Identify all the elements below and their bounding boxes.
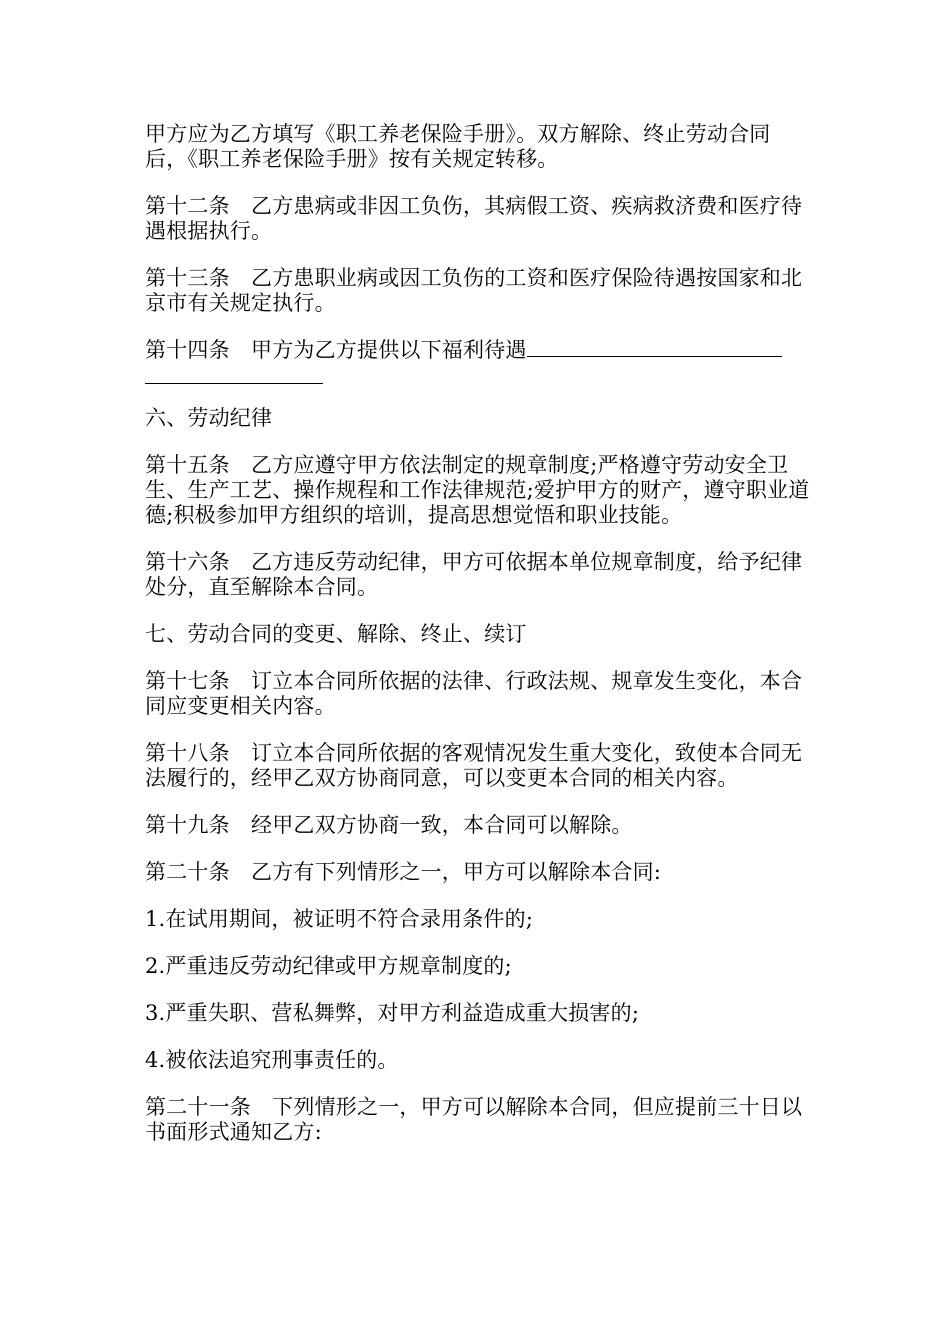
article-14-text: 第十四条 甲方为乙方提供以下福利待遇 bbox=[145, 338, 527, 362]
article-14 bbox=[145, 338, 810, 384]
document-body bbox=[145, 122, 810, 1167]
list-item-1: 1.在试用期间，被证明不符合录用条件的; bbox=[145, 907, 534, 931]
list-item-4: 4.被依法追究刑事责任的。 bbox=[145, 1048, 399, 1072]
article-16: 第十六条 乙方违反劳动纪律，甲方可依据本单位规章制度，给予纪律处分，直至解除本合同。 bbox=[145, 550, 803, 599]
article-13: 第十三条 乙方患职业病或因工负伤的工资和医疗保险待遇按国家和北京市有关规定执行。 bbox=[145, 266, 803, 315]
article-15: 第十五条 乙方应遵守甲方依法制定的规章制度;严格遵守劳动安全卫生、生产工艺、操作规程和工作法律规范;爱护甲方的财产，遵守职业道德;积极参加甲方组织的培训，提高思想觉悟和职业技能。 bbox=[145, 453, 810, 527]
paragraph-pension-handbook: 甲方应为乙方填写《职工养老保险手册》。双方解除、终止劳动合同后，《职工养老保险手册》按有关规定转移。 bbox=[145, 122, 771, 171]
list-item-2: 2.严重违反劳动纪律或甲方规章制度的; bbox=[145, 954, 512, 978]
welfare-fill-line bbox=[527, 338, 782, 357]
article-18: 第十八条 订立本合同所依据的客观情况发生重大变化，致使本合同无法履行的，经甲乙双方协商同意，可以变更本合同的相关内容。 bbox=[145, 741, 803, 790]
article-21: 第二十一条 下列情形之一，甲方可以解除本合同，但应提前三十日以书面形式通知乙方: bbox=[145, 1095, 803, 1144]
section-heading-contract-changes: 七、劳动合同的变更、解除、终止、续订 bbox=[145, 622, 527, 646]
article-12: 第十二条 乙方患病或非因工负伤，其病假工资、疾病救济费和医疗待遇根据执行。 bbox=[145, 194, 803, 243]
list-item-3: 3.严重失职、营私舞弊，对甲方利益造成重大损害的; bbox=[145, 1001, 640, 1025]
article-20: 第二十条 乙方有下列情形之一，甲方可以解除本合同: bbox=[145, 860, 662, 884]
article-17: 第十七条 订立本合同所依据的法律、行政法规、规章发生变化，本合同应变更相关内容。 bbox=[145, 669, 803, 718]
article-19: 第十九条 经甲乙双方协商一致，本合同可以解除。 bbox=[145, 813, 633, 837]
section-heading-labor-discipline: 六、劳动纪律 bbox=[145, 406, 273, 430]
welfare-fill-line-continued bbox=[145, 363, 323, 384]
